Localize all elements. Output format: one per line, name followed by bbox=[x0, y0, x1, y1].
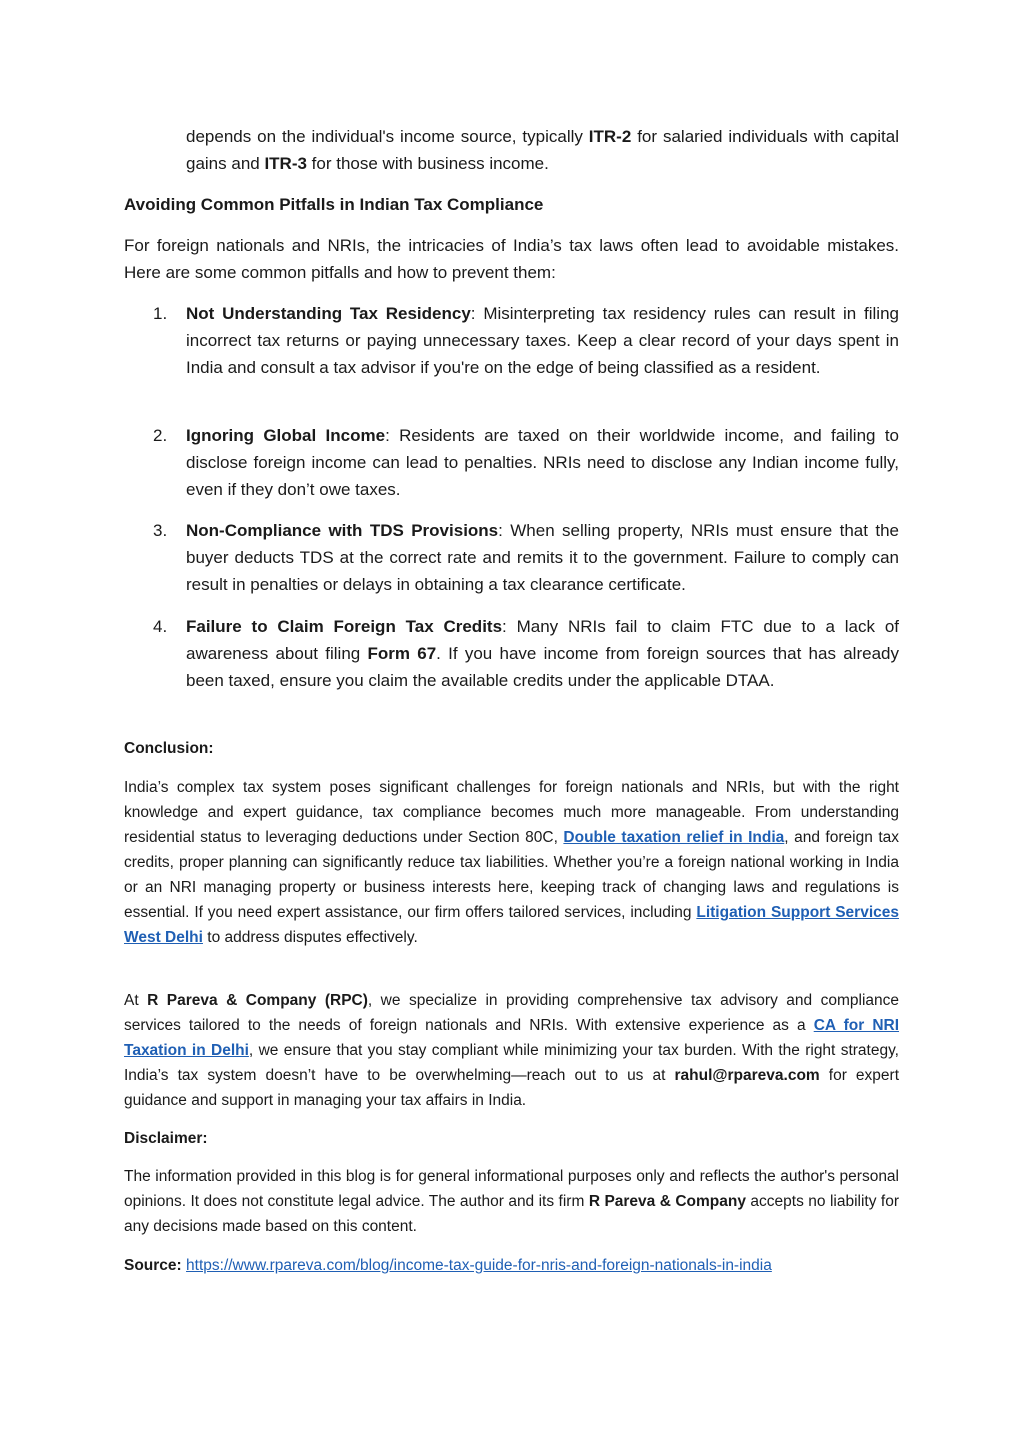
list-item bbox=[186, 613, 899, 694]
list-item-title: Not Understanding Tax Residency bbox=[186, 304, 471, 323]
list-item bbox=[186, 300, 899, 381]
list-number: 2. bbox=[153, 426, 168, 445]
itr3-label: ITR-3 bbox=[264, 154, 307, 173]
list-item-body: : When selling property, NRIs must ensure that the buyer deducts TDS at the correct rate and remits it to the government. Failure to comply can result in penalties or delays in obtaining a tax clearance certificate. bbox=[186, 521, 899, 594]
itr-text: for those with business income. bbox=[306, 154, 549, 173]
ca-nri-taxation-link[interactable]: CA for NRI Taxation in Delhi bbox=[124, 1017, 900, 1059]
source-url-link[interactable]: https://www.rpareva.com/blog/income-tax-guide-for-nris-and-foreign-nationals-in-india bbox=[186, 1257, 772, 1274]
disclaimer-paragraph bbox=[124, 1164, 899, 1239]
double-taxation-relief-link[interactable]: Double taxation relief in India bbox=[563, 829, 785, 846]
conclusion-heading: Conclusion: bbox=[124, 740, 214, 757]
list-number: 1. bbox=[153, 304, 168, 323]
itr2-label: ITR-2 bbox=[588, 127, 632, 146]
source-label: Source: bbox=[124, 1257, 182, 1274]
conclusion-paragraph bbox=[124, 775, 899, 950]
list-item-body: : Misinterpreting tax residency rules can result in filing incorrect tax returns or paying unnecessary taxes. Keep a clear record of your days spent in India and consult a tax advisor if you're on the edge of being classified as a resident. bbox=[186, 304, 899, 377]
firm-text: , we specialize in providing comprehensive tax advisory and compliance services tailored to the needs of foreign nationals and NRIs. With extensive experience as a bbox=[124, 992, 900, 1034]
pitfalls-intro: For foreign nationals and NRIs, the intricacies of India’s tax laws often lead to avoidable mistakes. Here are some common pitfalls and how to prevent them: bbox=[124, 236, 899, 282]
itr-paragraph bbox=[186, 123, 899, 177]
disclaimer-text: accepts no liability for any decisions made based on this content. bbox=[124, 1193, 899, 1235]
list-item-title: Failure to Claim Foreign Tax Credits bbox=[186, 617, 503, 636]
list-item bbox=[186, 422, 899, 503]
itr-text: depends on the individual's income source, typically bbox=[186, 127, 589, 146]
form-67-label: Form 67 bbox=[367, 644, 437, 663]
conclusion-text: India’s complex tax system poses significant challenges for foreign nationals and NRIs, but with the right knowledge and expert guidance, tax compliance becomes much more manageable. From understanding residential status to leveraging deductions under Section 80C, bbox=[124, 779, 899, 846]
disclaimer-firm-name: R Pareva & Company bbox=[588, 1193, 746, 1210]
firm-paragraph bbox=[124, 988, 899, 1113]
list-item-title: Non-Compliance with TDS Provisions bbox=[186, 521, 499, 540]
firm-text: , we ensure that you stay compliant while minimizing your tax burden. With the right strategy, India’s tax system doesn’t have to be overwhelming—reach out to us at bbox=[124, 1042, 899, 1084]
contact-email: rahul@rpareva.com bbox=[674, 1067, 820, 1084]
firm-text: At bbox=[124, 992, 148, 1009]
list-item bbox=[186, 517, 899, 598]
firm-name: R Pareva & Company (RPC) bbox=[147, 992, 368, 1009]
pitfalls-heading: Avoiding Common Pitfalls in Indian Tax Compliance bbox=[124, 195, 544, 214]
list-number: 4. bbox=[153, 617, 168, 636]
source-line bbox=[124, 1253, 899, 1278]
list-item-title: Ignoring Global Income bbox=[186, 426, 386, 445]
firm-text: for expert guidance and support in managing your tax affairs in India. bbox=[124, 1067, 899, 1109]
conclusion-text: , and foreign tax credits, proper planning can significantly reduce tax liabilities. Whether you’re a foreign national working in India or an NRI managing property or business interests here, keeping track of changing laws and regulations is essential. If you need expert assistance, our firm offers tailored services, including bbox=[124, 829, 899, 921]
list-number: 3. bbox=[153, 521, 168, 540]
disclaimer-heading: Disclaimer: bbox=[124, 1130, 208, 1147]
litigation-support-link[interactable]: Litigation Support Services West Delhi bbox=[124, 904, 899, 946]
list-item-body: . If you have income from foreign sources that has already been taxed, ensure you claim the available credits under the applicable DTAA. bbox=[186, 644, 899, 690]
list-item-body: : Many NRIs fail to claim FTC due to a lack of awareness about filing bbox=[186, 617, 899, 663]
list-item-body: : Residents are taxed on their worldwide income, and failing to disclose foreign income can lead to penalties. NRIs need to disclose any Indian income fully, even if they don’t owe taxes. bbox=[186, 426, 899, 499]
disclaimer-text: The information provided in this blog is for general informational purposes only and reflects the author's personal opinions. It does not constitute legal advice. The author and its firm bbox=[124, 1168, 899, 1210]
conclusion-text: to address disputes effectively. bbox=[202, 929, 418, 946]
itr-text: for salaried individuals with capital gains and bbox=[186, 127, 899, 173]
